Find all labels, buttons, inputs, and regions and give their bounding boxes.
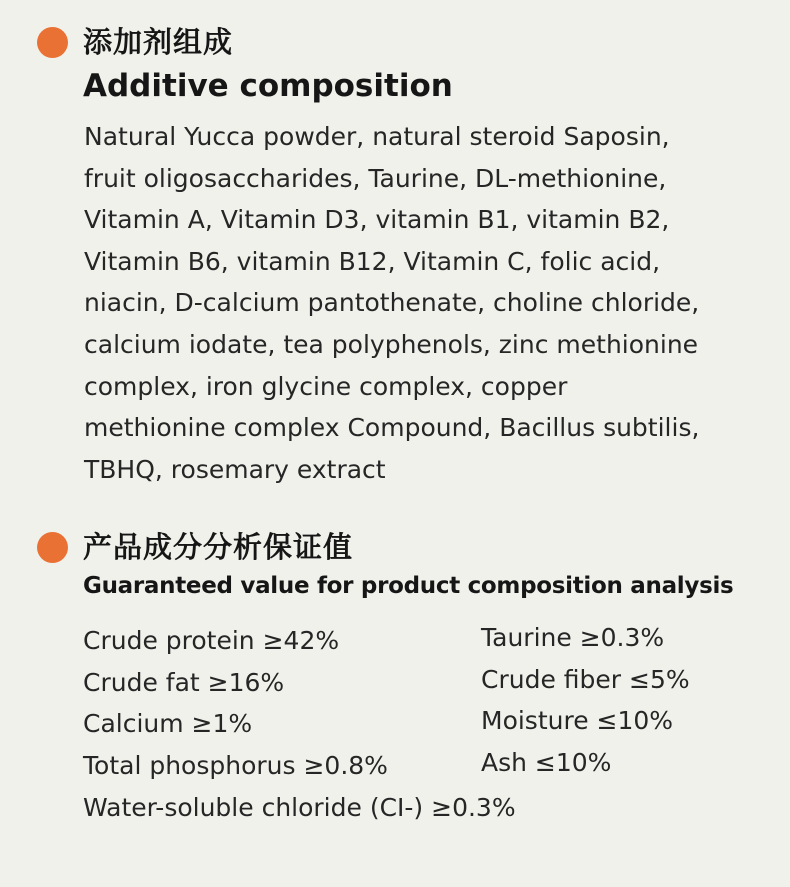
analysis-item-crude-fat: Crude fat ≥16% [83, 668, 285, 697]
orange-circle-icon [37, 27, 68, 58]
analysis-section [0, 520, 790, 860]
analysis-item-water-soluble-chloride: Water-soluble chloride (CI-) ≥0.3% [83, 793, 516, 822]
analysis-title-cn: 产品成分分析保证值 [83, 530, 354, 564]
analysis-title-en: Guaranteed value for product composition analysis [83, 573, 734, 599]
additive-body: Natural Yucca powder, natural steroid Saposin, fruit oligosaccharides, Taurine, DL-methionine, Vitamin A, Vitamin D3, vitamin B1, vitamin B2, Vitamin B6, vitamin B12, Vitamin C, folic acid, niacin, D-calcium pantothenate, choline chloride, calcium iodate, tea polyphenols, zinc methionine complex, iron glycine complex, copper methionine complex Compound, Bacillus subtilis, TBHQ, rosemary extract [84, 122, 700, 484]
analysis-item-crude-protein: Crude protein ≥42% [83, 626, 340, 655]
analysis-item-total-phosphorus: Total phosphorus ≥0.8% [83, 751, 388, 780]
analysis-item-moisture: Moisture ≤10% [481, 706, 674, 735]
additive-title-en: Additive composition [83, 68, 453, 104]
additive-title-cn: 添加剂组成 [83, 25, 234, 59]
orange-circle-icon [37, 532, 68, 563]
analysis-item-taurine: Taurine ≥0.3% [481, 623, 665, 652]
analysis-item-ash: Ash ≤10% [481, 748, 612, 777]
analysis-item-calcium: Calcium ≥1% [83, 709, 253, 738]
analysis-item-crude-fiber: Crude fiber ≤5% [481, 665, 690, 694]
